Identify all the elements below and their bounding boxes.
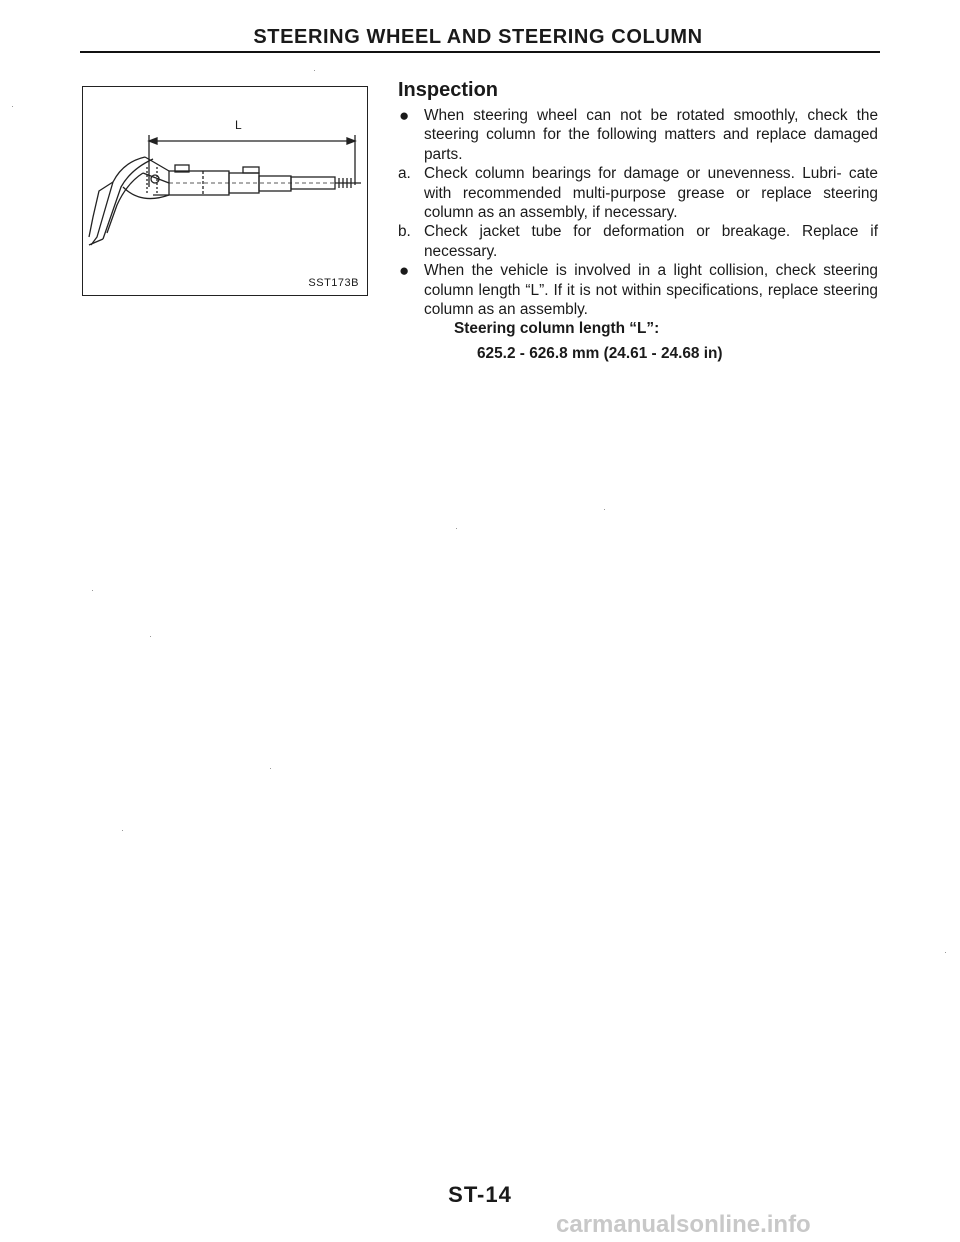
scan-speck: [945, 952, 946, 953]
bullet-marker: ●: [399, 106, 410, 125]
watermark: carmanualsonline.info: [556, 1211, 811, 1238]
spec-value: 625.2 - 626.8 mm (24.61 - 24.68 in): [477, 344, 723, 362]
inspection-item: [398, 164, 878, 222]
steering-wheel-rim-upper: [91, 157, 145, 245]
scan-speck: [92, 590, 93, 591]
scan-speck: [456, 528, 457, 529]
inspection-item-text: Check jacket tube for deformation or breakage. Replace if necessary.: [424, 223, 878, 260]
inspection-item-text: When the vehicle is involved in a light collision, check steering column length “L”. If it is not within specifications, replace steering column as an assembly.: [424, 262, 878, 319]
inspection-item: [398, 222, 878, 261]
list-marker: a.: [398, 165, 411, 183]
scan-speck: [12, 106, 13, 107]
inspection-item-text: Check column bearings for damage or unevenness. Lubri- cate with recommended multi-purpose grease or replace steering column as an assembly, if necessary.: [424, 165, 878, 222]
inspection-body: [398, 106, 878, 363]
steering-column-figure: [82, 86, 368, 296]
scan-speck: [604, 509, 605, 510]
scan-speck: [122, 830, 123, 831]
page-number: ST-14: [448, 1182, 512, 1207]
spec-label: Steering column length “L”:: [454, 320, 660, 338]
column-tube-narrow: [259, 176, 291, 191]
inspection-item: [398, 106, 878, 164]
column-bracket: [243, 167, 259, 173]
bullet-marker: ●: [399, 261, 410, 281]
dimension-arrow-right: [347, 138, 355, 144]
list-marker: b.: [398, 223, 411, 241]
dimension-arrow-left: [149, 138, 157, 144]
steering-column-drawing: [83, 87, 369, 297]
inspection-item-text: When steering wheel can not be rotated smoothly, check the steering column for the following matters and replace damaged parts.: [424, 107, 878, 163]
scan-speck: [270, 768, 271, 769]
inspection-item: [398, 261, 878, 319]
scan-speck: [314, 70, 315, 71]
figure-code: SST173B: [308, 277, 359, 289]
page-header-title: STEERING WHEEL AND STEERING COLUMN: [253, 26, 703, 48]
header-rule: [80, 51, 880, 53]
section-title-inspection: Inspection: [398, 79, 499, 101]
scan-speck: [150, 636, 151, 637]
dimension-label-l: L: [235, 118, 242, 132]
